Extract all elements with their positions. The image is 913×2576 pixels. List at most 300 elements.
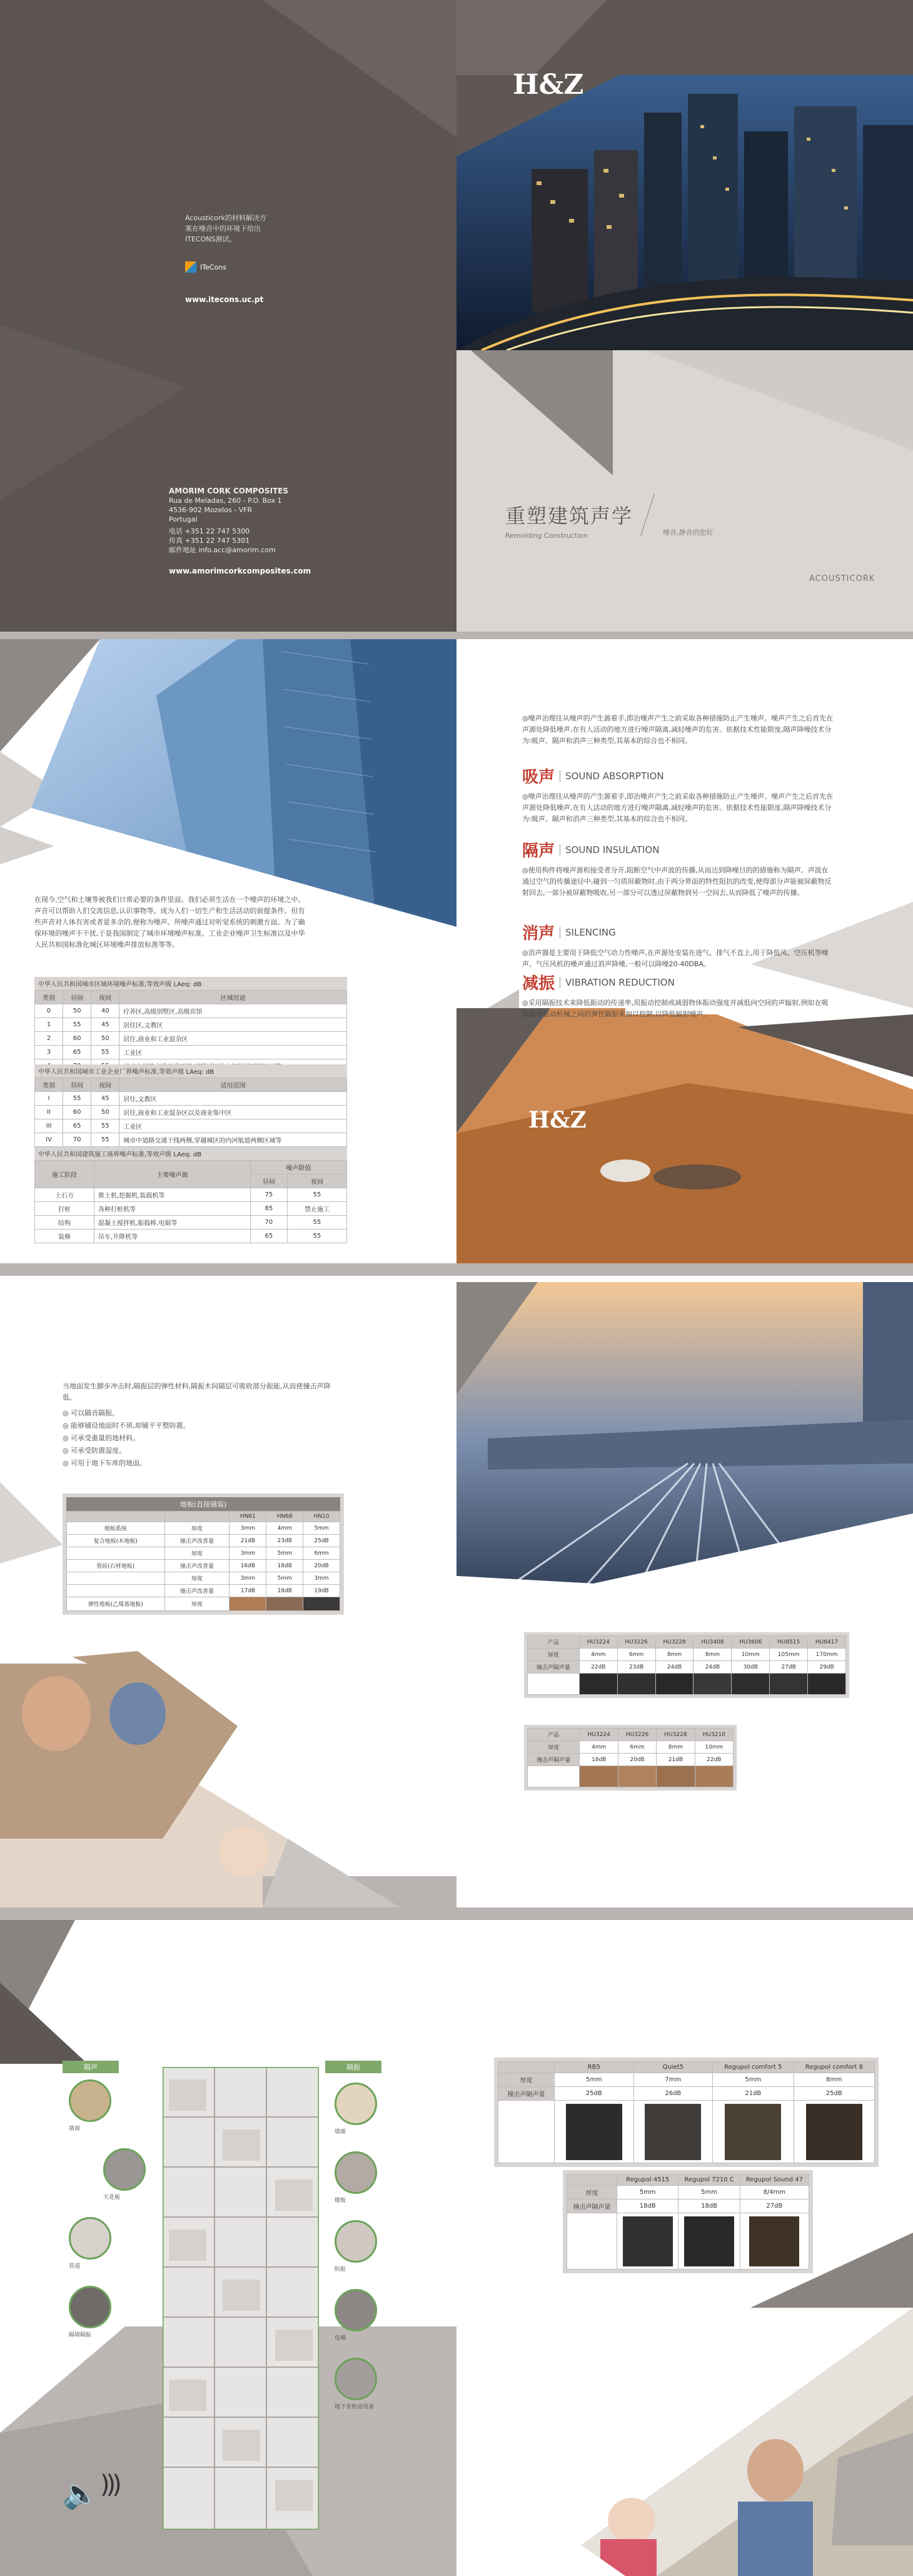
table-cell xyxy=(567,2213,617,2270)
table-cell: 16dB xyxy=(230,1560,266,1572)
table-cell: 21dB xyxy=(230,1535,266,1547)
building-application-spread xyxy=(0,1920,913,2576)
itecons-logo xyxy=(185,261,226,273)
table-cell: 23dB xyxy=(617,1661,655,1674)
address-line: Portugal xyxy=(169,515,198,523)
table-cell: 25dB xyxy=(303,1535,340,1547)
table-cell: 55 xyxy=(91,1046,119,1059)
table-cell: II xyxy=(35,1106,63,1119)
table-cell: 5mm xyxy=(678,2186,740,2200)
noise-standards-spread xyxy=(0,639,913,1263)
table-cell: 疗养区,高级别墅区,高级宾馆 xyxy=(119,1004,347,1018)
table-cell: 17dB xyxy=(230,1585,266,1597)
table-cell: 50 xyxy=(63,1004,91,1018)
material-swatch xyxy=(230,1597,266,1611)
material-swatch xyxy=(740,2213,809,2270)
table-cell: 55 xyxy=(287,1216,346,1230)
table-cell: 瓷砖(石材地板) xyxy=(67,1560,165,1572)
table-row xyxy=(35,1046,347,1059)
table-row xyxy=(35,1230,347,1243)
table-header: 昼间 xyxy=(63,1078,91,1092)
table-cell: 8mm xyxy=(694,1649,732,1661)
speaker-icon: 🔈 xyxy=(63,2477,99,2510)
table-cell: 70 xyxy=(63,1133,91,1147)
table-cell xyxy=(528,1766,580,1787)
table-cell: 6mm xyxy=(617,1649,655,1661)
table-cell: I xyxy=(35,1092,63,1106)
table-header: 施工阶段 xyxy=(35,1161,94,1188)
table-cell: 3mm xyxy=(230,1522,266,1535)
table-header: Regupol Sound 47 xyxy=(740,2174,809,2186)
row-label: 厚度 xyxy=(498,2073,555,2087)
table-cell: 70 xyxy=(250,1216,287,1230)
company-website: www.amorimcorkcomposites.com xyxy=(169,567,311,575)
back-cover-text xyxy=(185,213,266,245)
table-row xyxy=(35,1032,347,1046)
page-separator xyxy=(0,1907,913,1920)
table-row xyxy=(35,1119,347,1133)
table-title: 地板(直接铺装) xyxy=(66,1497,340,1511)
table-header: HU8417 xyxy=(808,1636,846,1649)
back-text-line: 案在噪音中的环境下给出 xyxy=(185,225,261,233)
itecons-url: www.itecons.uc.pt xyxy=(185,295,264,304)
callout-right-2 xyxy=(335,2151,377,2204)
sound-waves-icon: ))) xyxy=(100,2470,118,2499)
acousticork-logo: ACOUSTICORK xyxy=(809,574,875,583)
material-swatch xyxy=(678,2213,740,2270)
swatch-row xyxy=(567,2213,809,2270)
table-header: HU8515 xyxy=(770,1636,808,1649)
table-header: HU3226 xyxy=(617,1636,655,1649)
table-header: Regupol comfort 5 xyxy=(713,2062,794,2073)
row-label: 厚度 xyxy=(528,1741,580,1754)
section-text: ◎使用构件将噪声源和接受者分开,阻断空气中声波的传播,从而达到降噪目的的措施称为隔声。声波在通过空气的传播途径中,碰到一匀质屏蔽物时,由于两分界面的特性阻抗的改变,使得部分声能被屏蔽物反射回去,一部分被屏蔽物吸收,另一部分可以透过屏蔽物到另一空间去,从而降低了噪声的传播。 xyxy=(522,866,832,897)
table-cell: 18dB xyxy=(678,2200,740,2213)
callout-photo xyxy=(69,2217,111,2260)
table-row xyxy=(35,1216,347,1230)
table-cell: 混凝土搅拌机,振捣棒,电锯等 xyxy=(94,1216,251,1230)
section-title-cn: 减振 xyxy=(522,974,555,993)
table-header: HN10 xyxy=(303,1512,340,1522)
table-row xyxy=(528,1741,734,1754)
regupol-table-1 xyxy=(494,2058,879,2167)
table-header: 夜间 xyxy=(91,991,119,1004)
table-cell: 7mm xyxy=(633,2073,713,2087)
table-row xyxy=(35,1202,347,1216)
table-cell: 105mm xyxy=(770,1649,808,1661)
table-cell xyxy=(67,1585,165,1597)
table-row xyxy=(528,1754,734,1766)
table-header: 昼间 xyxy=(250,1174,287,1188)
standard-table-3 xyxy=(34,1147,347,1243)
regupol-table-2 xyxy=(563,2170,813,2273)
table-header: Quiet5 xyxy=(633,2062,713,2073)
hu-table xyxy=(527,1635,846,1695)
table-cell: 20dB xyxy=(303,1560,340,1572)
material-swatch xyxy=(580,1766,618,1787)
table-cell: 城市中道路交通干线两侧,穿越城区的内河航道两侧区域等 xyxy=(119,1133,347,1147)
bullet-item: ◎ 能够铺设地面时不须,却铺平平整防震。 xyxy=(63,1422,190,1430)
page3-bullets xyxy=(63,1407,190,1470)
material-swatch xyxy=(555,2101,634,2163)
table-title: 中华人民共和国建筑施工场界噪声标准,等效声级 LAeq: dB xyxy=(34,1147,347,1160)
table-header xyxy=(498,2062,555,2073)
table-header: Regupol 7210 C xyxy=(678,2174,740,2186)
floor-table xyxy=(66,1511,340,1611)
table-cell: IV xyxy=(35,1133,63,1147)
callout-photo xyxy=(335,2083,377,2125)
back-text-line: ITECONS测试。 xyxy=(185,235,236,243)
swatch-row xyxy=(498,2101,875,2163)
table-cell: 26dB xyxy=(633,2087,713,2101)
table-header: 夜间 xyxy=(91,1078,119,1092)
table-cell: 50 xyxy=(91,1106,119,1119)
callout-label: 墙面 xyxy=(335,2129,346,2135)
table-cell: 30dB xyxy=(732,1661,770,1674)
section-text: ◎噪声治理往从噪声的产生源着手,即治噪声产生之前采取各种措施防止产生噪声。噪声产生之后首先在声源处降低噪声,在有人活动的地方进行噪声隔离,减轻噪声的危害。依据技术性能限度,隔声降噪技术分为:吸声、隔声和消声三种类型,其基本的综合也不相同。 xyxy=(522,792,834,823)
table-row xyxy=(528,1661,846,1674)
table-cell: 工业区 xyxy=(119,1046,347,1059)
table-cell: 5mm xyxy=(266,1572,303,1585)
section-title-cn: 消声 xyxy=(522,924,555,943)
table-cell: 18dB xyxy=(617,2200,678,2213)
itecons-logo-text: ITeCons xyxy=(200,263,226,271)
row-label: 厚度 xyxy=(567,2186,617,2200)
table-cell: 3mm xyxy=(303,1572,340,1585)
standard-table xyxy=(34,990,347,1073)
table-header: HN68 xyxy=(266,1512,303,1522)
table-cell: 厚度 xyxy=(164,1572,230,1585)
table-cell: 地板系统 xyxy=(67,1522,165,1535)
table-header: HU3224 xyxy=(579,1636,617,1649)
table-row xyxy=(498,2087,875,2101)
material-swatch xyxy=(695,1766,733,1787)
standard-table xyxy=(34,1078,347,1147)
section-title-cn: 隔声 xyxy=(522,842,555,861)
table-cell: 65 xyxy=(63,1046,91,1059)
company-name: AMORIM CORK COMPOSITES xyxy=(169,487,289,495)
callout-photo xyxy=(335,2289,377,2331)
table-cell: 8/4mm xyxy=(740,2186,809,2200)
table-row xyxy=(67,1585,340,1597)
table-cell: 45 xyxy=(91,1092,119,1106)
table-title: 中华人民共和国城市区域环境噪声标准,等效声级 LAeq: dB xyxy=(34,977,347,990)
cover-subtitle: 噪音,静音的您好 xyxy=(663,528,714,537)
material-swatch xyxy=(633,2101,713,2163)
table-header: 适用范围 xyxy=(119,1078,347,1092)
table-cell: 撞击声改善量 xyxy=(164,1585,230,1597)
table-cell: 推土机,挖掘机,装载机等 xyxy=(94,1188,251,1202)
row-label: 撞击声隔声量 xyxy=(528,1661,580,1674)
regupol-table xyxy=(567,2174,809,2270)
standard-table xyxy=(34,1160,347,1243)
back-text-line: Acousticork的材料解决方 xyxy=(185,214,266,222)
material-swatch xyxy=(794,2101,874,2163)
table-header: 夜间 xyxy=(287,1174,346,1188)
table-cell: 5mm xyxy=(555,2073,634,2087)
section-title-en: SILENCING xyxy=(560,927,616,938)
material-swatch xyxy=(694,1674,732,1695)
table-cell: 5mm xyxy=(617,2186,678,2200)
table-cell: 4mm xyxy=(579,1649,617,1661)
section-sound-absorption xyxy=(522,764,835,825)
table-cell: 55 xyxy=(287,1188,346,1202)
table-cell: 40 xyxy=(91,1004,119,1018)
table-cell: 土石方 xyxy=(35,1188,94,1202)
table-cell: 打桩 xyxy=(35,1202,94,1216)
callout-left-4 xyxy=(69,2286,111,2338)
material-swatch xyxy=(713,2101,794,2163)
table-cell: 4mm xyxy=(266,1522,303,1535)
table-cell: 170mm xyxy=(808,1649,846,1661)
table-header: 类别 xyxy=(35,1078,63,1092)
callout-right-3 xyxy=(335,2220,377,2273)
fax: 传真 +351 22 747 5301 xyxy=(169,537,250,545)
table-cell xyxy=(498,2101,555,2163)
table-header xyxy=(567,2174,617,2186)
table-cell: 厚度 xyxy=(164,1522,230,1535)
table-cell: 居住区,文教区 xyxy=(119,1018,347,1032)
callout-left-3 xyxy=(69,2217,111,2270)
table-row xyxy=(67,1522,340,1535)
callout-label: 隔墙隔振 xyxy=(69,2332,92,2338)
table-header: 区域用途 xyxy=(119,991,347,1004)
table-cell: 8mm xyxy=(655,1649,694,1661)
table-header: HN61 xyxy=(230,1512,266,1522)
callout-photo xyxy=(69,2286,111,2328)
table-cell: 厚度 xyxy=(164,1597,230,1611)
table-cell: 5mm xyxy=(303,1522,340,1535)
table-cell: 21dB xyxy=(657,1754,695,1766)
section-title-cn: 吸声 xyxy=(522,768,555,787)
callout-left-1 xyxy=(69,2079,111,2132)
material-swatch xyxy=(266,1597,303,1611)
address-line: Rua de Meladas, 260 - P.O. Box 1 xyxy=(169,497,282,505)
hu-product-table-1 xyxy=(524,1632,849,1698)
material-swatch xyxy=(732,1674,770,1695)
telephone: 电话 +351 22 747 5300 xyxy=(169,527,250,535)
cover-title-block xyxy=(505,500,633,540)
table-cell: 撞击声改善量 xyxy=(164,1535,230,1547)
table-cell: 55 xyxy=(91,1133,119,1147)
material-swatch xyxy=(657,1766,695,1787)
table-row xyxy=(35,1092,347,1106)
table-cell: 1 xyxy=(35,1018,63,1032)
table-cell: 19dB xyxy=(303,1585,340,1597)
callout-right-1 xyxy=(335,2083,377,2135)
table-header: 噪声限值 xyxy=(250,1161,346,1174)
table-cell: 22dB xyxy=(579,1661,617,1674)
cover-title-cn: 重塑建筑声学 xyxy=(505,504,633,528)
callout-right-5 xyxy=(335,2358,377,2410)
table-cell: 3mm xyxy=(230,1572,266,1585)
table-cell: 25dB xyxy=(555,2087,634,2101)
table-cell: 55 xyxy=(287,1230,346,1243)
table-cell: 工业区 xyxy=(119,1119,347,1133)
callout-label: 管道 xyxy=(69,2263,81,2270)
material-swatch xyxy=(617,2213,678,2270)
table-row xyxy=(528,1649,846,1661)
table-row xyxy=(35,1004,347,1018)
city-night-photo xyxy=(456,75,913,350)
table-cell xyxy=(67,1547,165,1560)
callout-photo xyxy=(69,2079,111,2122)
page-separator xyxy=(0,1263,913,1276)
label-vibration-isolation: 隔振 xyxy=(325,2061,381,2073)
table-cell: 4mm xyxy=(580,1741,618,1754)
company-block xyxy=(169,487,288,555)
table-cell: 85 xyxy=(250,1202,287,1216)
swatch-row xyxy=(528,1766,734,1787)
table-cell: 45 xyxy=(91,1018,119,1032)
table-header: 产品 xyxy=(528,1729,580,1741)
table-header: RB5 xyxy=(555,2062,634,2073)
callout-label: 楼板 xyxy=(335,2198,346,2204)
table-cell: 3 xyxy=(35,1046,63,1059)
table-header: 主要噪声源 xyxy=(94,1161,251,1188)
table-cell: 23dB xyxy=(266,1535,303,1547)
table-cell: 禁止施工 xyxy=(287,1202,346,1216)
page-separator xyxy=(0,632,913,639)
table-cell: 10mm xyxy=(695,1741,733,1754)
table-title: 中华人民共和国城市工业企业厂界噪声标准,等效声级 LAeq: dB xyxy=(34,1064,347,1078)
table-cell: 各种打桩机等 xyxy=(94,1202,251,1216)
table-cell: 27dB xyxy=(770,1661,808,1674)
callout-left-2 xyxy=(103,2148,146,2201)
table-cell: 55 xyxy=(63,1092,91,1106)
table-cell: 29dB xyxy=(808,1661,846,1674)
callout-photo xyxy=(335,2151,377,2194)
callout-label: 电梯 xyxy=(335,2335,346,2341)
table-cell xyxy=(528,1674,580,1695)
floor-products-spread xyxy=(0,1276,913,1907)
table-header: HU3606 xyxy=(732,1636,770,1649)
table-cell: III xyxy=(35,1119,63,1133)
table-cell: 居住,文教区 xyxy=(119,1092,347,1106)
table-cell: 2 xyxy=(35,1032,63,1046)
hu-table xyxy=(527,1728,734,1787)
table-header: HU3210 xyxy=(695,1729,733,1741)
table-header: Regupol 4515 xyxy=(617,2174,678,2186)
table-row xyxy=(67,1560,340,1572)
table-cell: 装修 xyxy=(35,1230,94,1243)
material-swatch xyxy=(655,1674,694,1695)
table-cell: 复合地板(木地板) xyxy=(67,1535,165,1547)
table-row xyxy=(35,1018,347,1032)
table-header: 产品 xyxy=(528,1636,580,1649)
bullet-item: ◎ 可用于地下车库的地面。 xyxy=(63,1459,147,1467)
table-cell: 21dB xyxy=(713,2087,794,2101)
table-header xyxy=(67,1512,165,1522)
row-label: 撞击声隔声量 xyxy=(498,2087,555,2101)
table-cell: 18dB xyxy=(580,1754,618,1766)
table-header: HU3408 xyxy=(694,1636,732,1649)
table-header: HU3224 xyxy=(580,1729,618,1741)
cover-brand-logo: H&Z xyxy=(513,69,584,101)
table-cell: 50 xyxy=(91,1032,119,1046)
table-cell: 居住,商业和工业混杂区以及商业集中区 xyxy=(119,1106,347,1119)
material-swatch xyxy=(808,1674,846,1695)
table-row xyxy=(35,1188,347,1202)
swatch-row xyxy=(528,1674,846,1695)
table-cell: 65 xyxy=(63,1119,91,1133)
row-label: 厚度 xyxy=(528,1649,580,1661)
callout-photo xyxy=(103,2148,146,2191)
table-cell: 0 xyxy=(35,1004,63,1018)
table-row xyxy=(567,2200,809,2213)
table-cell: 24dB xyxy=(694,1661,732,1674)
table-cell: 3mm xyxy=(230,1547,266,1560)
table-cell: 55 xyxy=(91,1119,119,1133)
table-header: HU3228 xyxy=(655,1636,694,1649)
section-title-en: SOUND ABSORPTION xyxy=(560,770,664,782)
table-row xyxy=(567,2186,809,2200)
table-row xyxy=(498,2073,875,2087)
material-swatch xyxy=(618,1766,656,1787)
table-cell: 75 xyxy=(250,1188,287,1202)
table-cell: 居住,商业和工业混杂区 xyxy=(119,1032,347,1046)
standard-table-2 xyxy=(34,1064,347,1147)
table-cell: 18dB xyxy=(266,1560,303,1572)
table-cell: 60 xyxy=(63,1106,91,1119)
table-cell: 5mm xyxy=(266,1547,303,1560)
page2-intro-right: ◎噪声治理往从噪声的产生源着手,即治噪声产生之前采取各种措施防止产生噪声。噪声产生之后首先在声源处降低噪声,在有人活动的地方进行噪声隔离,减轻噪声的危害。依据技术性能限度,隔声降噪技术分为:吸声、隔声和消声三种类型,其基本的综合也不相同。 xyxy=(522,714,834,745)
table-cell: 22dB xyxy=(695,1754,733,1766)
table-cell: 吊车,升降机等 xyxy=(94,1230,251,1243)
table-row xyxy=(35,1106,347,1119)
callout-right-4 xyxy=(335,2289,377,2341)
section-text: ◎消声器是主要用于降低空气动力性噪声,在声源处安装在进气、排气不直上,用于降低风、空压机等噪声。气压风机的噪声通过消声降噪,一般可以降噪20-40DBA。 xyxy=(522,949,829,968)
section-title-en: SOUND INSULATION xyxy=(560,844,659,856)
table-cell: 20dB xyxy=(618,1754,656,1766)
table-cell: 55 xyxy=(63,1018,91,1032)
table-row xyxy=(67,1572,340,1585)
material-swatch xyxy=(579,1674,617,1695)
section-vibration-reduction xyxy=(522,971,835,1020)
bullet-item: ◎ 可承受防震湿度。 xyxy=(63,1447,126,1455)
table-cell: 厚度 xyxy=(164,1547,230,1560)
email: 邮件地址 info.acc@amorim.com xyxy=(169,546,276,554)
callout-label: 防振 xyxy=(335,2266,346,2273)
table-cell xyxy=(67,1572,165,1585)
itecons-logo-icon xyxy=(185,261,196,273)
section-sound-insulation xyxy=(522,838,835,899)
label-sound-insulation: 隔声 xyxy=(63,2061,119,2073)
material-swatch xyxy=(303,1597,340,1611)
table-cell: 18dB xyxy=(266,1585,303,1597)
table-cell: 5mm xyxy=(713,2073,794,2087)
table-row xyxy=(35,1133,347,1147)
table-cell: 6mm xyxy=(303,1547,340,1560)
page3-intro: 当地面发生脚步冲击时,隔振层的弹性材料,隔振木间隔层可吸收部分振能,从而使撞击声降低。 xyxy=(63,1382,331,1402)
table-header: 昼间 xyxy=(63,991,91,1004)
table-cell: 24dB xyxy=(655,1661,694,1674)
table-header: HU3226 xyxy=(618,1729,656,1741)
table-cell: 结构 xyxy=(35,1216,94,1230)
page2-intro-text: 在现今,空气和土壤等被我们日常必要的条件里面。我们必须生活在一个噪声的环境之中。声音可以帮助人们交流信息,认识事物等。成为人们一切生产和生活活动的前提条件。但有些声音对人体有害或者是多余的,便称为噪声。所噪声通过对听觉系统的刺激方面。为了确保环境的噪声不干扰,于是我国制定了城市环境噪声标准。工业企业噪声卫生标准以及中华人民共和国标准化城区环境噪声排放标准等等。 xyxy=(34,896,305,949)
table-cell: 8mm xyxy=(794,2073,874,2087)
table-cell: 弹性地板(乙烯基地板) xyxy=(67,1597,165,1611)
table-header xyxy=(164,1512,230,1522)
building-section-diagram xyxy=(163,2067,319,2530)
section-silencing xyxy=(522,921,835,970)
table-cell: 6mm xyxy=(618,1741,656,1754)
table-cell: 10mm xyxy=(732,1649,770,1661)
callout-label: 地下室机房设备 xyxy=(335,2404,375,2410)
hu-product-table-2 xyxy=(524,1725,737,1791)
table-cell: 27dB xyxy=(740,2200,809,2213)
row-label: 撞击声隔声量 xyxy=(528,1754,580,1766)
